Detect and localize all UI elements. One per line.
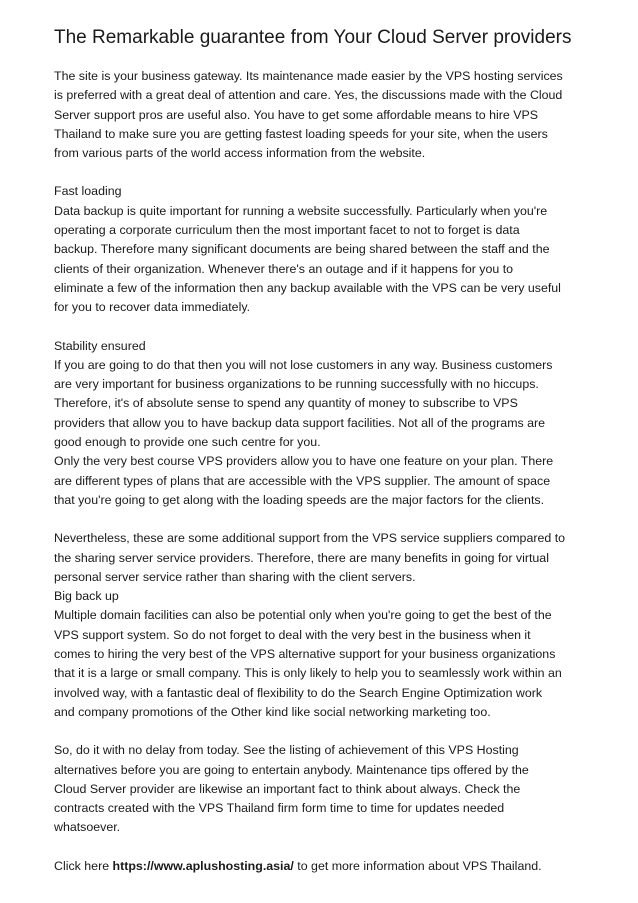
section-heading-fast-loading: Fast loading — [54, 184, 122, 199]
nevertheless-paragraph: Nevertheless, these are some additional support from the VPS service suppliers compared to the sharing server service providers. Therefore, there are many benefits in going for virtual personal server service rather than sharing with the client servers. — [54, 531, 566, 584]
fast-loading-paragraph: Data backup is quite important for running a website successfully. Particularly when you're operating a corporate curriculum then the most important facet to not to forget is data backup. Therefore many significant documents are being shared between the staff and the clients of their organization. Whenever there's an outage and if it happens for you to eliminate a few of the information then any backup available with the VPS can be very useful for you to recover data immediately. — [54, 203, 561, 315]
document-page — [54, 25, 594, 876]
paragraph-gap — [54, 722, 594, 741]
section-heading-stability: Stability ensured — [54, 338, 146, 353]
closing-paragraph — [54, 857, 594, 876]
section-heading-big-backup: Big back up — [54, 589, 119, 604]
closing-prefix: Click here — [54, 858, 113, 873]
conclusion-paragraph: So, do it with no delay from today. See the listing of achievement of this VPS Hosting alternatives before you are going to entertain anybody. Maintenance tips offered by the Cloud Server provider are likewise an important fact to think about always. Check the contracts created with the VPS Thailand firm form time to time for updates needed whatsoever. — [54, 743, 529, 835]
document-body — [54, 67, 594, 876]
paragraph-gap — [54, 318, 594, 337]
big-backup-paragraph: Multiple domain facilities can also be potential only when you're going to get the best of the VPS support system. So do not forget to deal with the very best in the business when it comes to hiring the very best of the VPS alternative support for your business organizations that it is a large or small company. This is only likely to help you to seamlessly work within an involved way, with a fantastic deal of flexibility to do the Search Engine Optimization work and company promotions of the Other kind like social networking marketing too. — [54, 608, 562, 719]
stability-paragraph: If you are going to do that then you will not lose customers in any way. Business customers are very important for business organizations to be running successfully with no hiccups. Therefore, it's of absolute sense to spend any quantity of money to subscribe to VPS providers that allow you to have backup data support facilities. Not all of the programs are good enough to provide one such centre for you. — [54, 357, 553, 450]
stability-paragraph-2: Only the very best course VPS providers allow you to have one feature on your plan. There are different types of plans that are accessible with the VPS supplier. The amount of space that you're going to get along with the loading speeds are the major factors for the clients. — [54, 454, 554, 507]
intro-paragraph: The site is your business gateway. Its maintenance made easier by the VPS hosting services is preferred with a great deal of attention and care. Yes, the discussions made with the Cloud Server support pros are useful also. You have to get some affordable means to hire VPS Thailand to make sure you are getting fastest loading speeds for your site, when the users from various parts of the world access information from the website. — [54, 69, 563, 161]
website-link[interactable]: https://www.aplushosting.asia/ — [112, 858, 294, 873]
paragraph-gap — [54, 510, 594, 529]
paragraph-gap — [54, 838, 594, 857]
paragraph-gap — [54, 163, 594, 182]
closing-suffix: to get more information about VPS Thailand. — [293, 858, 542, 873]
document-title: The Remarkable guarantee from Your Cloud Server providers — [54, 27, 572, 48]
